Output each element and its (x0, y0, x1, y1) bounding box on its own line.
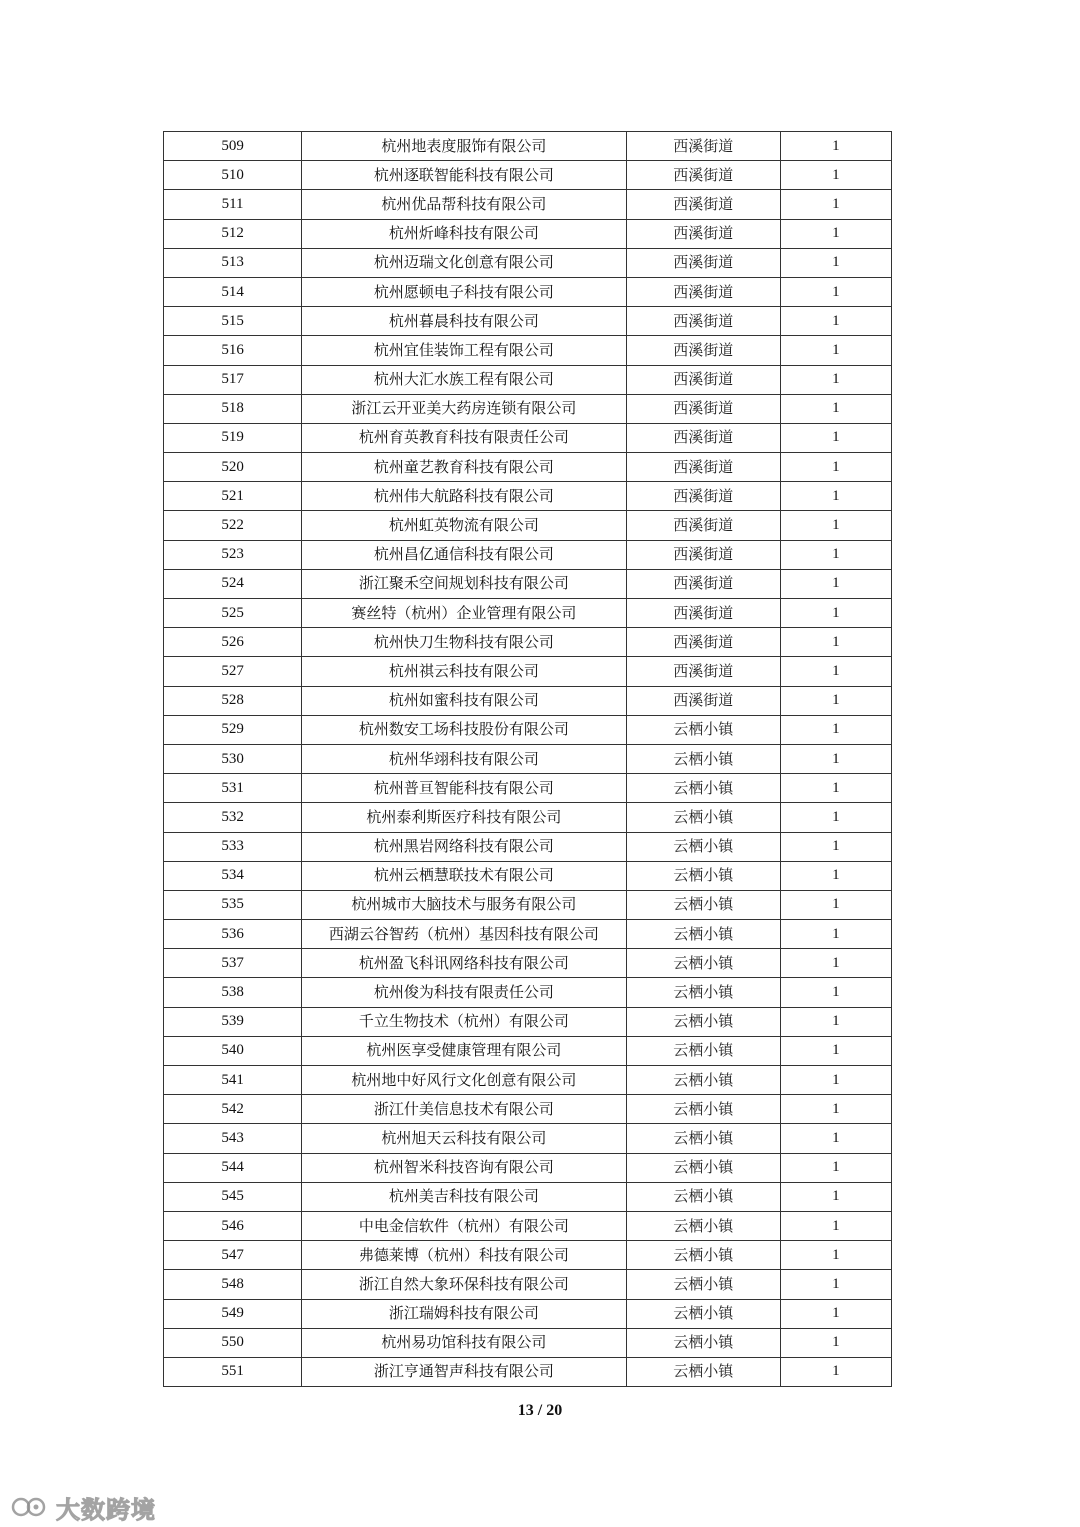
table-row (164, 569, 892, 598)
row-number: 512 (164, 219, 302, 248)
table-row (164, 1182, 892, 1211)
count-value: 1 (780, 482, 891, 511)
company-name: 杭州快刀生物科技有限公司 (302, 628, 626, 657)
table-row (164, 599, 892, 628)
company-table (163, 131, 892, 1387)
count-value: 1 (780, 1182, 891, 1211)
row-number: 539 (164, 1007, 302, 1036)
watermark-text: 大数跨境 (56, 1495, 156, 1524)
count-value: 1 (780, 365, 891, 394)
company-name: 千立生物技术（杭州）有限公司 (302, 1007, 626, 1036)
area-name: 云栖小镇 (626, 803, 780, 832)
area-name: 西溪街道 (626, 482, 780, 511)
company-name: 杭州炘峰科技有限公司 (302, 219, 626, 248)
area-name: 云栖小镇 (626, 1357, 780, 1386)
area-name: 西溪街道 (626, 423, 780, 452)
row-number: 544 (164, 1153, 302, 1182)
table-row (164, 978, 892, 1007)
row-number: 540 (164, 1036, 302, 1065)
count-value: 1 (780, 657, 891, 686)
area-name: 西溪街道 (626, 277, 780, 306)
row-number: 528 (164, 686, 302, 715)
area-name: 云栖小镇 (626, 1124, 780, 1153)
count-value: 1 (780, 161, 891, 190)
table-row (164, 277, 892, 306)
area-name: 西溪街道 (626, 511, 780, 540)
area-name: 西溪街道 (626, 569, 780, 598)
company-name: 浙江聚禾空间规划科技有限公司 (302, 569, 626, 598)
company-name: 杭州昌亿通信科技有限公司 (302, 540, 626, 569)
row-number: 542 (164, 1095, 302, 1124)
count-value: 1 (780, 628, 891, 657)
company-name: 杭州愿顿电子科技有限公司 (302, 277, 626, 306)
company-name: 杭州宜佳装饰工程有限公司 (302, 336, 626, 365)
company-name: 杭州华翊科技有限公司 (302, 744, 626, 773)
company-name: 杭州大汇水族工程有限公司 (302, 365, 626, 394)
area-name: 西溪街道 (626, 657, 780, 686)
company-name: 赛丝特（杭州）企业管理有限公司 (302, 599, 626, 628)
row-number: 516 (164, 336, 302, 365)
company-name: 杭州黑岩网络科技有限公司 (302, 832, 626, 861)
company-name: 西湖云谷智药（杭州）基因科技有限公司 (302, 920, 626, 949)
table-row (164, 949, 892, 978)
area-name: 云栖小镇 (626, 920, 780, 949)
area-name: 西溪街道 (626, 599, 780, 628)
table-row (164, 1299, 892, 1328)
company-name: 杭州如蜜科技有限公司 (302, 686, 626, 715)
row-number: 551 (164, 1357, 302, 1386)
row-number: 550 (164, 1328, 302, 1357)
area-name: 西溪街道 (626, 219, 780, 248)
area-name: 云栖小镇 (626, 861, 780, 890)
page-number: 13 / 20 (517, 1402, 563, 1419)
row-number: 522 (164, 511, 302, 540)
count-value: 1 (780, 423, 891, 452)
row-number: 526 (164, 628, 302, 657)
area-name: 西溪街道 (626, 161, 780, 190)
company-name: 杭州地表度服饰有限公司 (302, 132, 626, 161)
row-number: 530 (164, 744, 302, 773)
count-value: 1 (780, 1270, 891, 1299)
area-name: 西溪街道 (626, 248, 780, 277)
row-number: 535 (164, 890, 302, 919)
area-name: 西溪街道 (626, 686, 780, 715)
count-value: 1 (780, 803, 891, 832)
company-name: 杭州伟大航路科技有限公司 (302, 482, 626, 511)
table-row (164, 219, 892, 248)
area-name: 云栖小镇 (626, 1007, 780, 1036)
row-number: 533 (164, 832, 302, 861)
area-name: 西溪街道 (626, 336, 780, 365)
area-name: 云栖小镇 (626, 1270, 780, 1299)
table-row (164, 861, 892, 890)
company-name: 杭州普亘智能科技有限公司 (302, 774, 626, 803)
area-name: 云栖小镇 (626, 1241, 780, 1270)
count-value: 1 (780, 336, 891, 365)
table-row (164, 132, 892, 161)
count-value: 1 (780, 248, 891, 277)
count-value: 1 (780, 599, 891, 628)
count-value: 1 (780, 1211, 891, 1240)
table-row (164, 1007, 892, 1036)
company-name: 杭州易功馆科技有限公司 (302, 1328, 626, 1357)
table-row (164, 1211, 892, 1240)
brand-logo-icon (10, 1493, 50, 1521)
table-row (164, 1036, 892, 1065)
count-value: 1 (780, 394, 891, 423)
area-name: 云栖小镇 (626, 978, 780, 1007)
count-value: 1 (780, 190, 891, 219)
table-row (164, 453, 892, 482)
company-name: 杭州育英教育科技有限责任公司 (302, 423, 626, 452)
row-number: 543 (164, 1124, 302, 1153)
company-name: 浙江自然大象环保科技有限公司 (302, 1270, 626, 1299)
table-row (164, 774, 892, 803)
company-name: 杭州旭天云科技有限公司 (302, 1124, 626, 1153)
area-name: 云栖小镇 (626, 1182, 780, 1211)
table-row (164, 686, 892, 715)
row-number: 509 (164, 132, 302, 161)
company-name: 杭州智米科技咨询有限公司 (302, 1153, 626, 1182)
table-row (164, 336, 892, 365)
area-name: 西溪街道 (626, 394, 780, 423)
row-number: 510 (164, 161, 302, 190)
table-row (164, 511, 892, 540)
row-number: 545 (164, 1182, 302, 1211)
table-row (164, 482, 892, 511)
table-row (164, 1270, 892, 1299)
count-value: 1 (780, 1328, 891, 1357)
row-number: 549 (164, 1299, 302, 1328)
table-row (164, 628, 892, 657)
row-number: 538 (164, 978, 302, 1007)
table-row (164, 1153, 892, 1182)
table-row (164, 715, 892, 744)
company-name: 杭州盈飞科讯网络科技有限公司 (302, 949, 626, 978)
company-name: 杭州泰利斯医疗科技有限公司 (302, 803, 626, 832)
area-name: 西溪街道 (626, 540, 780, 569)
row-number: 523 (164, 540, 302, 569)
count-value: 1 (780, 949, 891, 978)
company-name: 浙江云开亚美大药房连锁有限公司 (302, 394, 626, 423)
row-number: 534 (164, 861, 302, 890)
company-name: 杭州云栖慧联技术有限公司 (302, 861, 626, 890)
table-row (164, 365, 892, 394)
table-row (164, 248, 892, 277)
row-number: 511 (164, 190, 302, 219)
row-number: 536 (164, 920, 302, 949)
company-name: 弗德莱博（杭州）科技有限公司 (302, 1241, 626, 1270)
area-name: 西溪街道 (626, 365, 780, 394)
count-value: 1 (780, 1124, 891, 1153)
row-number: 547 (164, 1241, 302, 1270)
company-name: 杭州美吉科技有限公司 (302, 1182, 626, 1211)
count-value: 1 (780, 774, 891, 803)
table-row (164, 423, 892, 452)
table-row (164, 1095, 892, 1124)
table-row (164, 307, 892, 336)
table-row (164, 1328, 892, 1357)
area-name: 西溪街道 (626, 132, 780, 161)
row-number: 525 (164, 599, 302, 628)
company-name: 杭州祺云科技有限公司 (302, 657, 626, 686)
company-name: 浙江瑞姆科技有限公司 (302, 1299, 626, 1328)
table-row (164, 1241, 892, 1270)
count-value: 1 (780, 511, 891, 540)
table-row (164, 161, 892, 190)
company-name: 杭州迈瑞文化创意有限公司 (302, 248, 626, 277)
company-name: 杭州优品帮科技有限公司 (302, 190, 626, 219)
count-value: 1 (780, 1153, 891, 1182)
row-number: 513 (164, 248, 302, 277)
count-value: 1 (780, 1357, 891, 1386)
count-value: 1 (780, 307, 891, 336)
table-row (164, 657, 892, 686)
row-number: 518 (164, 394, 302, 423)
table-row (164, 1357, 892, 1386)
area-name: 云栖小镇 (626, 744, 780, 773)
row-number: 548 (164, 1270, 302, 1299)
count-value: 1 (780, 1241, 891, 1270)
area-name: 云栖小镇 (626, 1036, 780, 1065)
table-row (164, 540, 892, 569)
count-value: 1 (780, 832, 891, 861)
company-name: 杭州逐联智能科技有限公司 (302, 161, 626, 190)
table-row (164, 832, 892, 861)
company-name: 杭州虹英物流有限公司 (302, 511, 626, 540)
company-name: 杭州地中好风行文化创意有限公司 (302, 1066, 626, 1095)
row-number: 519 (164, 423, 302, 452)
area-name: 云栖小镇 (626, 1299, 780, 1328)
area-name: 云栖小镇 (626, 715, 780, 744)
company-name: 杭州医享受健康管理有限公司 (302, 1036, 626, 1065)
count-value: 1 (780, 686, 891, 715)
area-name: 云栖小镇 (626, 1066, 780, 1095)
count-value: 1 (780, 1007, 891, 1036)
area-name: 西溪街道 (626, 628, 780, 657)
area-name: 云栖小镇 (626, 1328, 780, 1357)
row-number: 546 (164, 1211, 302, 1240)
row-number: 515 (164, 307, 302, 336)
count-value: 1 (780, 540, 891, 569)
row-number: 531 (164, 774, 302, 803)
row-number: 537 (164, 949, 302, 978)
count-value: 1 (780, 744, 891, 773)
count-value: 1 (780, 978, 891, 1007)
area-name: 西溪街道 (626, 453, 780, 482)
table-row (164, 394, 892, 423)
count-value: 1 (780, 1095, 891, 1124)
count-value: 1 (780, 132, 891, 161)
row-number: 529 (164, 715, 302, 744)
row-number: 524 (164, 569, 302, 598)
company-name: 杭州城市大脑技术与服务有限公司 (302, 890, 626, 919)
company-name: 杭州暮晨科技有限公司 (302, 307, 626, 336)
company-name: 浙江什美信息技术有限公司 (302, 1095, 626, 1124)
table-row (164, 744, 892, 773)
area-name: 云栖小镇 (626, 1153, 780, 1182)
company-name: 浙江亨通智声科技有限公司 (302, 1357, 626, 1386)
table-row (164, 803, 892, 832)
count-value: 1 (780, 890, 891, 919)
row-number: 532 (164, 803, 302, 832)
company-table-body (164, 132, 892, 1387)
count-value: 1 (780, 920, 891, 949)
area-name: 云栖小镇 (626, 949, 780, 978)
count-value: 1 (780, 453, 891, 482)
area-name: 西溪街道 (626, 307, 780, 336)
count-value: 1 (780, 715, 891, 744)
table-row (164, 1066, 892, 1095)
area-name: 西溪街道 (626, 190, 780, 219)
area-name: 云栖小镇 (626, 774, 780, 803)
watermark (10, 1490, 156, 1524)
count-value: 1 (780, 1299, 891, 1328)
area-name: 云栖小镇 (626, 1211, 780, 1240)
company-name: 中电金信软件（杭州）有限公司 (302, 1211, 626, 1240)
area-name: 云栖小镇 (626, 890, 780, 919)
count-value: 1 (780, 277, 891, 306)
count-value: 1 (780, 569, 891, 598)
company-name: 杭州俊为科技有限责任公司 (302, 978, 626, 1007)
row-number: 527 (164, 657, 302, 686)
row-number: 520 (164, 453, 302, 482)
count-value: 1 (780, 1066, 891, 1095)
area-name: 云栖小镇 (626, 832, 780, 861)
row-number: 517 (164, 365, 302, 394)
row-number: 541 (164, 1066, 302, 1095)
count-value: 1 (780, 1036, 891, 1065)
area-name: 云栖小镇 (626, 1095, 780, 1124)
table-row (164, 920, 892, 949)
count-value: 1 (780, 219, 891, 248)
company-name: 杭州童艺教育科技有限公司 (302, 453, 626, 482)
table-row (164, 1124, 892, 1153)
row-number: 514 (164, 277, 302, 306)
count-value: 1 (780, 861, 891, 890)
table-row (164, 890, 892, 919)
row-number: 521 (164, 482, 302, 511)
table-row (164, 190, 892, 219)
company-name: 杭州数安工场科技股份有限公司 (302, 715, 626, 744)
